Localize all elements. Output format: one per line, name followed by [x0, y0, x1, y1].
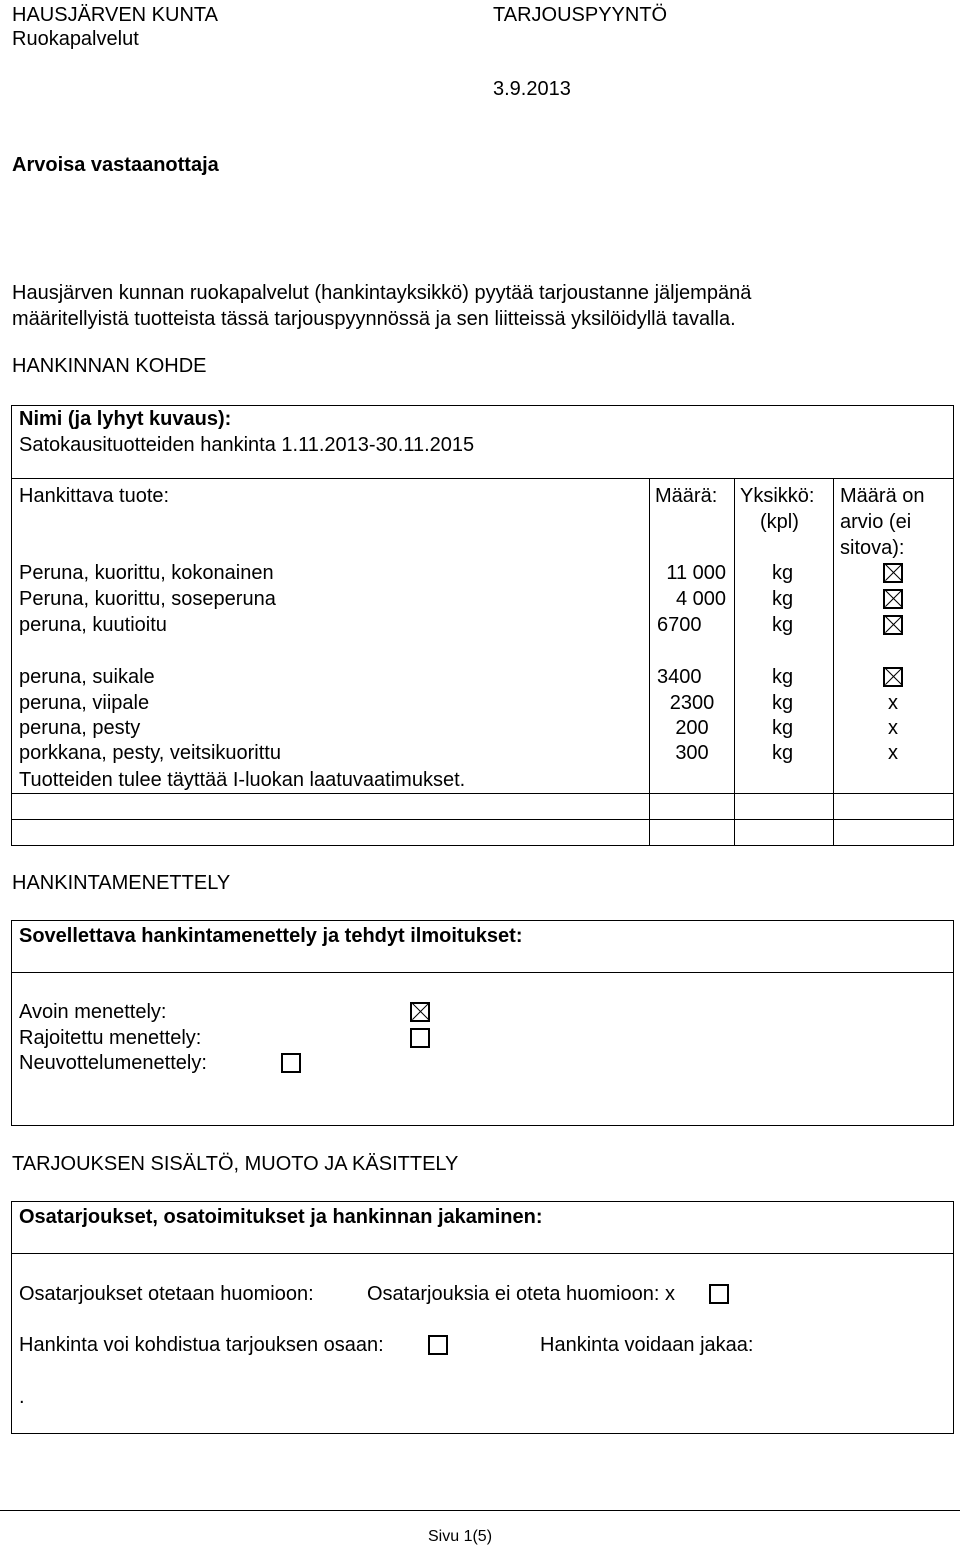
section-heading-sisalto: TARJOUKSEN SISÄLTÖ, MUOTO JA KÄSITTELY	[12, 1153, 459, 1175]
footer-divider	[0, 1510, 960, 1511]
product-name: peruna, suikale	[19, 666, 155, 688]
product-name: porkkana, pesty, veitsikuorittu	[19, 742, 281, 764]
intro-line-1: Hausjärven kunnan ruokapalvelut (hankintayksikkö) pyytää tarjoustanne jäljempänä	[12, 282, 752, 304]
sisalto-label: Osatarjoukset, osatoimitukset ja hankinnan jakaminen:	[19, 1206, 543, 1228]
option-rajoitettu-label: Rajoitettu menettely:	[19, 1027, 202, 1049]
page-number: Sivu 1(5)	[428, 1528, 493, 1545]
product-unit: kg	[772, 742, 794, 764]
product-unit: kg	[772, 562, 794, 584]
option-avoin-checkbox[interactable]	[410, 1002, 430, 1022]
header-product: Hankittava tuote:	[19, 485, 170, 507]
document-type: TARJOUSPYYNTÖ	[493, 4, 668, 26]
product-name: peruna, pesty	[19, 717, 141, 739]
product-unit: kg	[772, 692, 794, 714]
product-unit: kg	[772, 614, 794, 636]
osatarjoukset-no-checkbox[interactable]	[709, 1284, 729, 1304]
product-name: Peruna, kuorittu, kokonainen	[19, 562, 274, 584]
product-unit: kg	[772, 588, 794, 610]
header-estimate-3: sitova):	[840, 537, 905, 559]
trailing-dot: .	[19, 1386, 25, 1408]
estimate-mark: x	[888, 742, 898, 764]
product-unit: kg	[772, 666, 794, 688]
org-name: HAUSJÄRVEN KUNTA	[12, 4, 218, 26]
estimate-checkbox[interactable]	[883, 615, 903, 635]
intro-line-2: määritellyistä tuotteista tässä tarjouspyynnössä ja sen liitteissä yksilöidyllä tavalla.	[12, 308, 736, 330]
estimate-checkbox[interactable]	[883, 589, 903, 609]
header-estimate-2: arvio (ei	[840, 511, 912, 533]
option-avoin-label: Avoin menettely:	[19, 1001, 167, 1023]
header-unit-sub: (kpl)	[760, 511, 799, 533]
quality-note: Tuotteiden tulee täyttää I-luokan laatuvaatimukset.	[19, 769, 466, 791]
header-estimate: Määrä on	[840, 485, 925, 507]
salutation: Arvoisa vastaanottaja	[12, 154, 219, 176]
product-name: Peruna, kuorittu, soseperuna	[19, 588, 276, 610]
osaan-label: Hankinta voi kohdistua tarjouksen osaan:	[19, 1334, 384, 1356]
name-label: Nimi (ja lyhyt kuvaus):	[19, 408, 232, 430]
section-heading-kohde: HANKINNAN KOHDE	[12, 355, 207, 377]
sisalto-box	[11, 1201, 954, 1434]
estimate-checkbox[interactable]	[883, 667, 903, 687]
option-neuvottelu-label: Neuvottelumenettely:	[19, 1052, 207, 1074]
dept-name: Ruokapalvelut	[12, 28, 139, 50]
header-qty: Määrä:	[655, 485, 718, 507]
estimate-checkbox[interactable]	[883, 563, 903, 583]
option-rajoitettu-checkbox[interactable]	[410, 1028, 430, 1048]
osatarjoukset-yes-label: Osatarjoukset otetaan huomioon:	[19, 1283, 314, 1305]
product-qty: 11 000	[666, 562, 726, 584]
menettely-label: Sovellettava hankintamenettely ja tehdyt ilmoitukset:	[19, 925, 523, 947]
product-qty: 6700	[657, 614, 702, 636]
name-value: Satokausituotteiden hankinta 1.11.2013-30.11.2015	[19, 434, 475, 456]
product-qty: 3400	[657, 666, 702, 688]
osatarjoukset-no-label: Osatarjouksia ei oteta huomioon: x	[367, 1283, 675, 1305]
option-neuvottelu-checkbox[interactable]	[281, 1053, 301, 1073]
section-heading-menettely: HANKINTAMENETTELY	[12, 872, 231, 894]
product-qty: 2300	[669, 692, 715, 714]
jakaa-label: Hankinta voidaan jakaa:	[540, 1334, 754, 1356]
product-qty: 4 000	[675, 588, 726, 610]
product-name: peruna, kuutioitu	[19, 614, 167, 636]
product-name: peruna, viipale	[19, 692, 150, 714]
product-qty: 300	[675, 742, 709, 764]
header-unit: Yksikkö:	[740, 485, 815, 507]
product-qty: 200	[675, 717, 709, 739]
document-date: 3.9.2013	[493, 78, 571, 100]
product-unit: kg	[772, 717, 794, 739]
estimate-mark: x	[888, 692, 898, 714]
menettely-box	[11, 920, 954, 1126]
osaan-checkbox[interactable]	[428, 1335, 448, 1355]
estimate-mark: x	[888, 717, 898, 739]
